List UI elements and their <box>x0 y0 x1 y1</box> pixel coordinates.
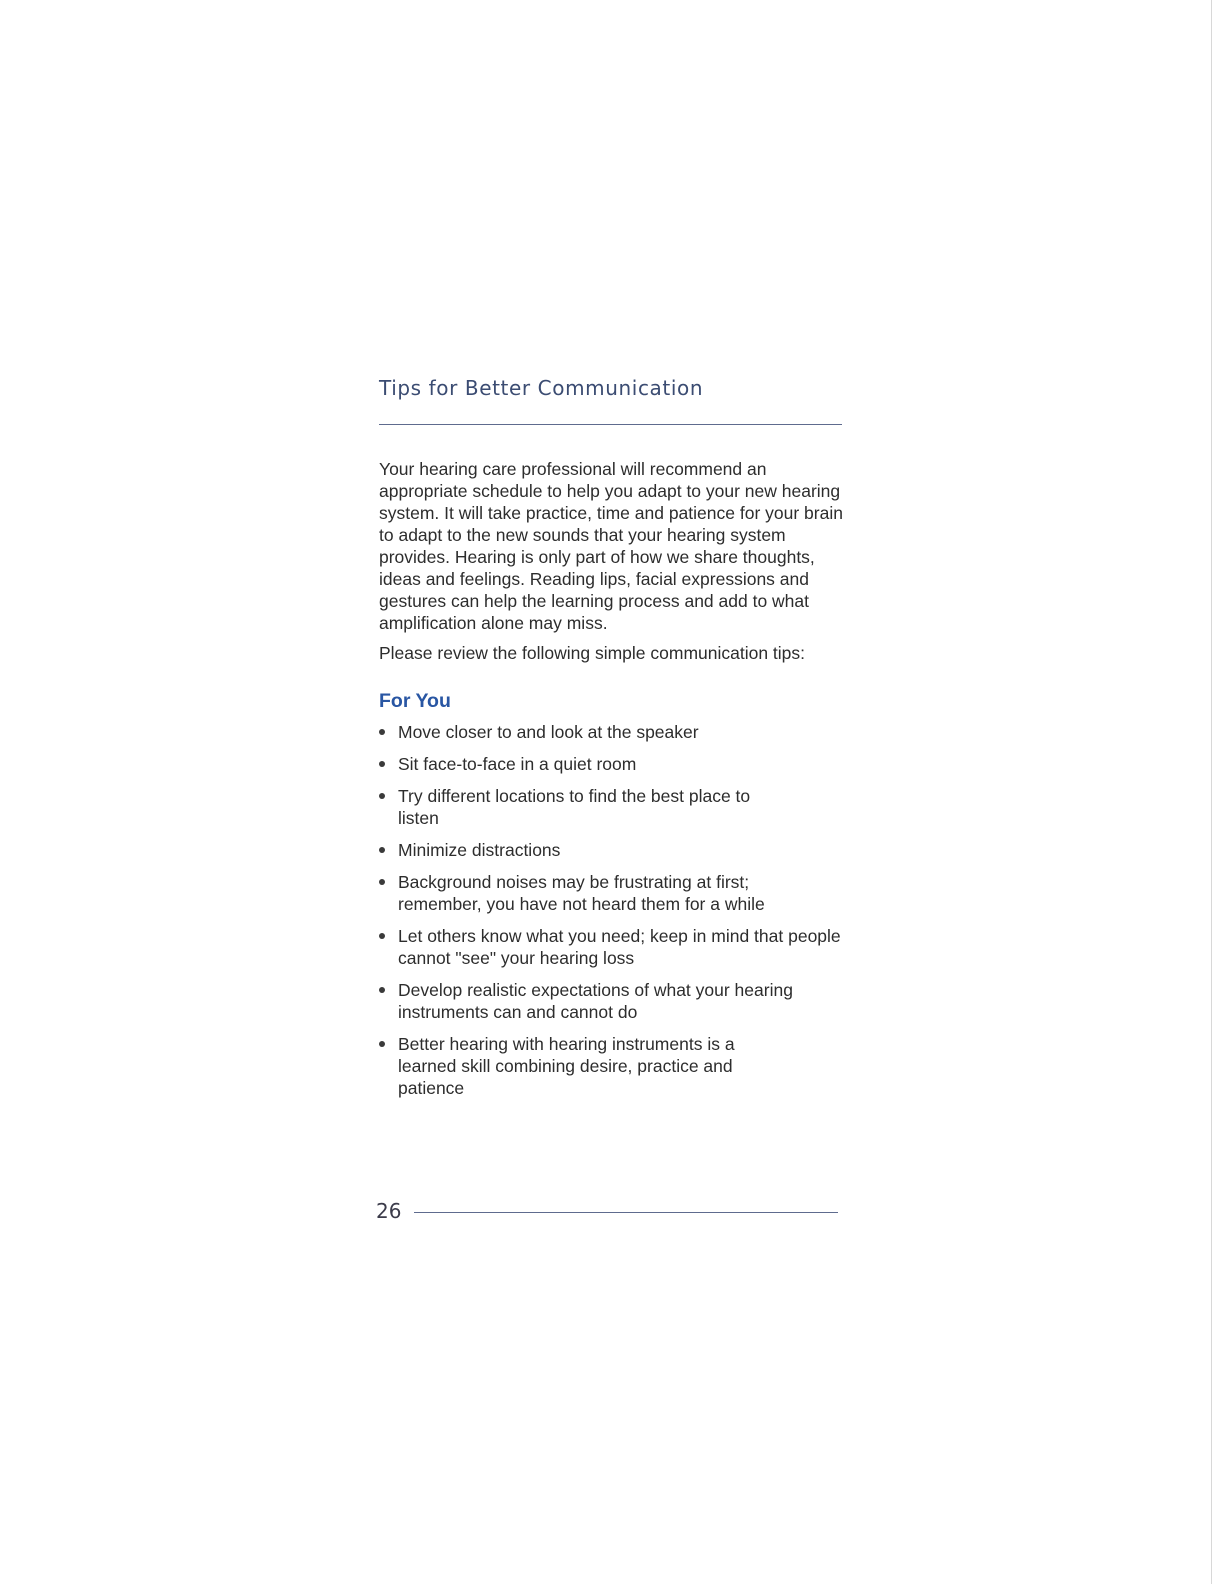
page-footer <box>376 1199 840 1225</box>
footer-divider <box>414 1212 838 1213</box>
scan-edge-divider <box>1211 0 1212 1584</box>
tip-text: Better hearing with hearing instruments is a learned skill combining desire, practice and patience <box>398 1034 735 1098</box>
bullet-icon <box>379 729 385 735</box>
intro-paragraph: Your hearing care professional will recommend an appropriate schedule to help you adapt to your new hearing system. It will take practice, time and patience for your brain to adapt to the new sounds that your hearing system provides. Hearing is only part of how we share thoughts, ideas and feelings. Reading lips, facial expressions and gestures can help the learning process and add to what amplification alone may miss. <box>379 459 843 633</box>
for-you-heading: For You <box>379 690 451 712</box>
tip-item <box>379 753 849 775</box>
bullet-icon <box>379 793 385 799</box>
bullet-icon <box>379 879 385 885</box>
bullet-icon <box>379 933 385 939</box>
tips-list <box>379 721 849 1109</box>
tip-item <box>379 925 849 969</box>
bullet-icon <box>379 847 385 853</box>
tip-item <box>379 979 849 1023</box>
tip-item <box>379 839 849 861</box>
tip-text: Let others know what you need; keep in mind that people cannot "see" your hearing loss <box>398 926 841 968</box>
tip-text: Sit face-to-face in a quiet room <box>398 754 637 774</box>
tip-item <box>379 721 849 743</box>
tip-text: Background noises may be frustrating at first; remember, you have not heard them for a while <box>398 872 765 914</box>
review-prompt: Please review the following simple communication tips: <box>379 643 806 663</box>
tip-text: Move closer to and look at the speaker <box>398 722 699 742</box>
tip-text: Try different locations to find the best place to listen <box>398 786 751 828</box>
tip-item <box>379 871 849 915</box>
bullet-icon <box>379 761 385 767</box>
tip-item <box>379 1033 849 1099</box>
tip-item <box>379 785 849 829</box>
bullet-icon <box>379 1041 385 1047</box>
tip-text: Develop realistic expectations of what your hearing instruments can and cannot do <box>398 980 793 1022</box>
intro-section <box>379 458 847 664</box>
title-divider <box>379 424 842 425</box>
page-content <box>376 0 843 1584</box>
page-number: 26 <box>376 1199 402 1223</box>
page-title: Tips for Better Communication <box>379 376 704 400</box>
tip-text: Minimize distractions <box>398 840 561 860</box>
bullet-icon <box>379 987 385 993</box>
